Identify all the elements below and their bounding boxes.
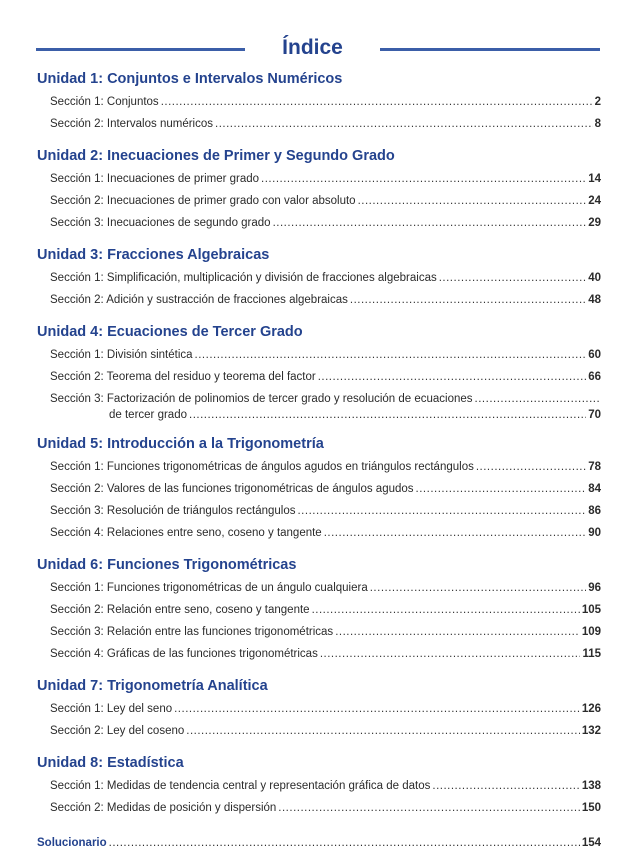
page-number: 84 [588,483,601,495]
unit-title[interactable]: Unidad 3: Fracciones Algebraicas [37,247,270,263]
dot-leader [476,456,586,478]
dot-leader [195,344,587,366]
unit-title[interactable]: Unidad 1: Conjuntos e Intervalos Numéricos [37,71,343,87]
page-number: 90 [588,527,601,539]
section-label: Sección 2: Inecuaciones de primer grado con valor absoluto [50,195,356,207]
dot-leader [350,289,586,311]
toc-entry[interactable] [37,344,601,366]
page-number: 132 [581,725,601,737]
section-label: Sección 2: Medidas de posición y dispersión [50,802,277,814]
section-label: Sección 1: Funciones trigonométricas de ángulos agudos en triángulos rectángulos [50,461,474,473]
dot-leader [278,797,580,819]
solucionario-entry[interactable] [37,833,601,853]
dot-leader [416,478,587,500]
toc-entry[interactable] [37,289,601,311]
solucionario-label: Solucionario [37,837,107,849]
page-number: 24 [588,195,601,207]
unit-title[interactable]: Unidad 5: Introducción a la Trigonometría [37,436,324,452]
section-label: Sección 4: Gráficas de las funciones trigonométricas [50,648,318,660]
section-label: Sección 3: Resolución de triángulos rectángulos [50,505,296,517]
page-number: 60 [588,349,601,361]
unit-title[interactable]: Unidad 6: Funciones Trigonométricas [37,557,297,573]
toc-entry[interactable] [37,456,601,478]
dot-leader [189,407,586,423]
section-label: Sección 1: Medidas de tendencia central y representación gráfica de datos [50,780,431,792]
unit-title[interactable]: Unidad 2: Inecuaciones de Primer y Segundo Grado [37,148,395,164]
toc-entry[interactable] [37,599,601,621]
page-number: 70 [588,409,601,421]
dot-leader [261,168,586,190]
page-number: 48 [588,294,601,306]
dot-leader [215,113,593,135]
page-title: Índice [282,36,343,59]
dot-leader [312,599,580,621]
toc-entry[interactable] [37,168,601,190]
section-label: Sección 1: Inecuaciones de primer grado [50,173,260,185]
dot-leader [174,698,580,720]
page-number: 8 [594,118,601,130]
section-label: Sección 2: Adición y sustracción de fracciones algebraicas [50,294,348,306]
unit-title[interactable]: Unidad 4: Ecuaciones de Tercer Grado [37,324,303,340]
dot-leader [439,267,586,289]
dot-leader [358,190,587,212]
section-label: Sección 2: Intervalos numéricos [50,118,213,130]
page-number: 126 [581,703,601,715]
dot-leader [109,833,580,853]
dot-leader [297,500,586,522]
section-label: Sección 1: División sintética [50,349,193,361]
page-number: 14 [588,173,601,185]
section-label: Sección 2: Ley del coseno [50,725,185,737]
toc-entry[interactable] [37,720,601,742]
dot-leader [318,366,586,388]
unit-title[interactable]: Unidad 8: Estadística [37,755,184,771]
dot-leader [324,522,586,544]
toc-entry[interactable] [37,500,601,522]
toc-entry[interactable] [37,577,601,599]
dot-leader [161,91,593,113]
dot-leader [335,621,580,643]
toc-entry[interactable] [37,478,601,500]
toc-entry[interactable] [37,797,601,819]
page-number: 138 [581,780,601,792]
toc-entry[interactable] [37,91,601,113]
page-number: 109 [581,626,601,638]
page-number: 29 [588,217,601,229]
dot-leader [475,391,599,407]
page-number: 40 [588,272,601,284]
toc-entry[interactable] [37,190,601,212]
dot-leader [186,720,580,742]
page-number: 96 [588,582,601,594]
dot-leader [320,643,581,665]
section-label: Sección 2: Relación entre seno, coseno y tangente [50,604,310,616]
toc-entry[interactable] [37,267,601,289]
dot-leader [432,775,579,797]
section-label: Sección 1: Ley del seno [50,703,173,715]
section-label: Sección 1: Conjuntos [50,96,159,108]
header-rule-left [36,48,245,51]
toc-entry[interactable] [37,775,601,797]
header-rule-right [380,48,600,51]
section-label-continued: de tercer grado [109,409,187,421]
section-label: Sección 2: Teorema del residuo y teorema del factor [50,371,316,383]
unit-title[interactable]: Unidad 7: Trigonometría Analítica [37,678,268,694]
page-number: 78 [588,461,601,473]
toc-entry[interactable] [37,643,601,665]
page-number: 86 [588,505,601,517]
toc-entry[interactable] [37,698,601,720]
toc-entry[interactable] [37,391,601,423]
toc-entry[interactable] [37,113,601,135]
section-label: Sección 3: Inecuaciones de segundo grado [50,217,271,229]
page-number: 154 [581,837,601,849]
table-of-contents [37,70,601,853]
toc-entry[interactable] [37,212,601,234]
section-label: Sección 2: Valores de las funciones trigonométricas de ángulos agudos [50,483,414,495]
index-header [36,36,600,68]
section-label: Sección 4: Relaciones entre seno, coseno y tangente [50,527,322,539]
toc-entry[interactable] [37,366,601,388]
page-number: 66 [588,371,601,383]
toc-entry[interactable] [37,621,601,643]
page-number: 105 [581,604,601,616]
dot-leader [370,577,586,599]
page-number: 150 [581,802,601,814]
section-label: Sección 3: Factorización de polinomios de tercer grado y resolución de ecuaciones [50,393,473,405]
section-label: Sección 3: Relación entre las funciones trigonométricas [50,626,334,638]
page-number: 115 [582,648,601,660]
page-number: 2 [594,96,601,108]
dot-leader [273,212,587,234]
section-label: Sección 1: Funciones trigonométricas de un ángulo cualquiera [50,582,368,594]
section-label: Sección 1: Simplificación, multiplicación y división de fracciones algebraicas [50,272,437,284]
toc-entry[interactable] [37,522,601,544]
